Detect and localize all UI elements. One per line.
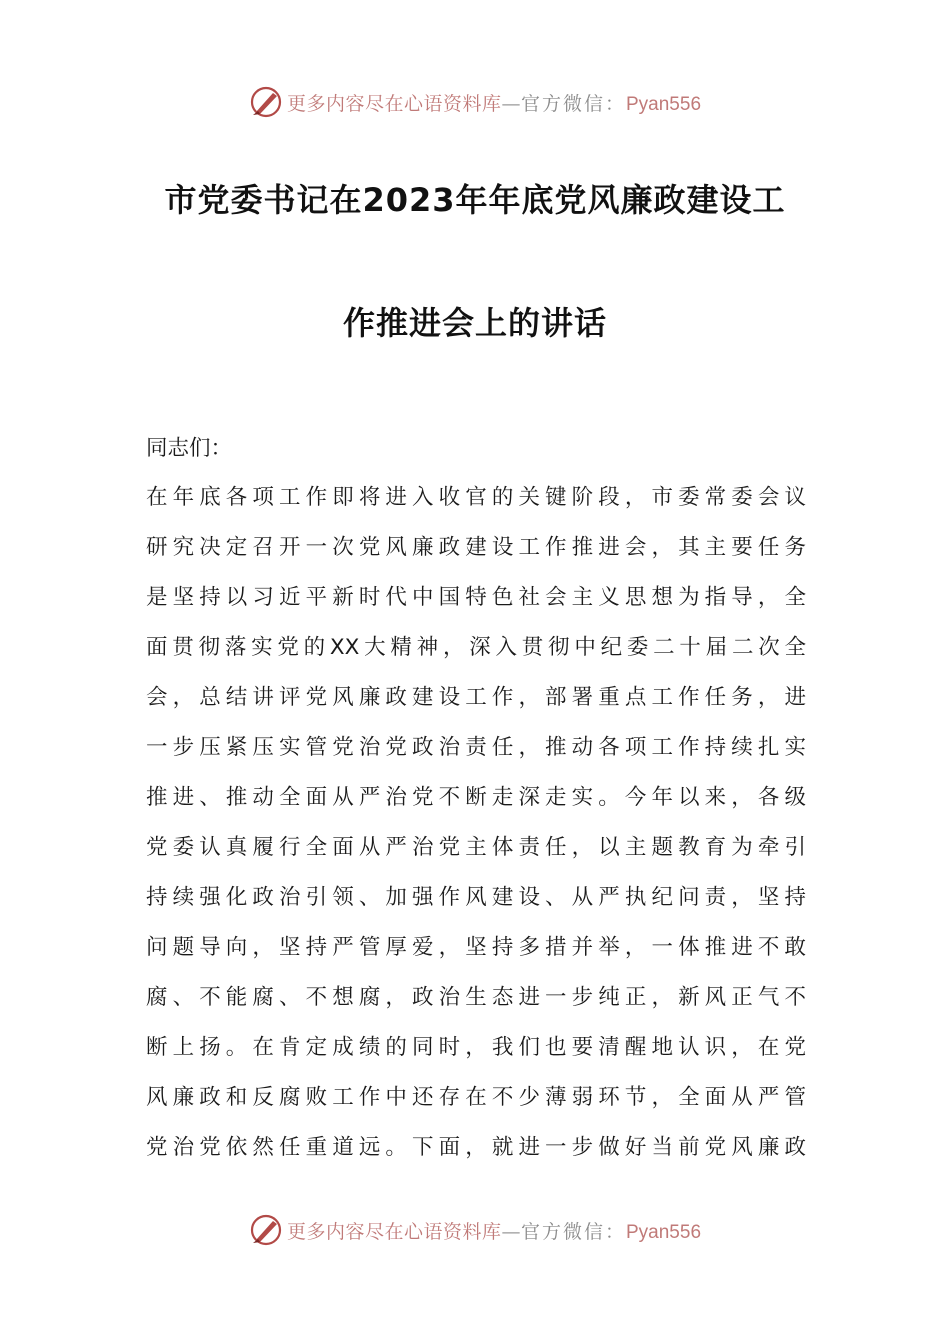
body-line: 党委认真履行全面从严治党主体责任，以主题教育为牵引 (146, 835, 806, 860)
body-line: 会，总结讲评党风廉政建设工作，部署重点工作任务，进 (146, 685, 806, 710)
document-title-line-1: 市党委书记在2023年年底党风廉政建设工 (164, 181, 786, 219)
pen-logo-icon (249, 1213, 283, 1247)
body-line: 风廉政和反腐败工作中还存在不少薄弱环节，全面从严管 (146, 1085, 806, 1110)
body-line: 面贯彻落实党的XX大精神，深入贯彻中纪委二十届二次全 (146, 635, 806, 660)
watermark-text: 更多内容尽在心语资料库—官方微信：Pyan556 (286, 1220, 702, 1243)
body-line: 断上扬。在肯定成绩的同时，我们也要清醒地认识，在党 (146, 1035, 806, 1060)
body-line: 推进、推动全面从严治党不断走深走实。今年以来，各级 (146, 785, 806, 810)
header-watermark (0, 80, 950, 124)
body-line: 腐、不能腐、不想腐，政治生态进一步纯正，新风正气不 (146, 985, 806, 1010)
body-line: 是坚持以习近平新时代中国特色社会主义思想为指导，全 (146, 585, 806, 610)
body-line: 研究决定召开一次党风廉政建设工作推进会，其主要任务 (146, 535, 806, 560)
body-line: 持续强化政治引领、加强作风建设、从严执纪问责，坚持 (146, 885, 806, 910)
body-line: 问题导向，坚持严管厚爱，坚持多措并举，一体推进不敢 (146, 935, 806, 960)
document-title-line-2: 作推进会上的讲话 (342, 304, 607, 342)
body-line: 党治党依然任重道远。下面，就进一步做好当前党风廉政 (146, 1135, 806, 1160)
salutation: 同志们： (146, 436, 233, 461)
watermark-text: 更多内容尽在心语资料库—官方微信：Pyan556 (286, 92, 702, 115)
pen-logo-icon (249, 85, 283, 119)
body-line: 一步压紧压实管党治党政治责任，推动各项工作持续扎实 (146, 735, 806, 760)
body-line: 在年底各项工作即将进入收官的关键阶段，市委常委会议 (146, 485, 806, 510)
footer-watermark (0, 1208, 950, 1252)
